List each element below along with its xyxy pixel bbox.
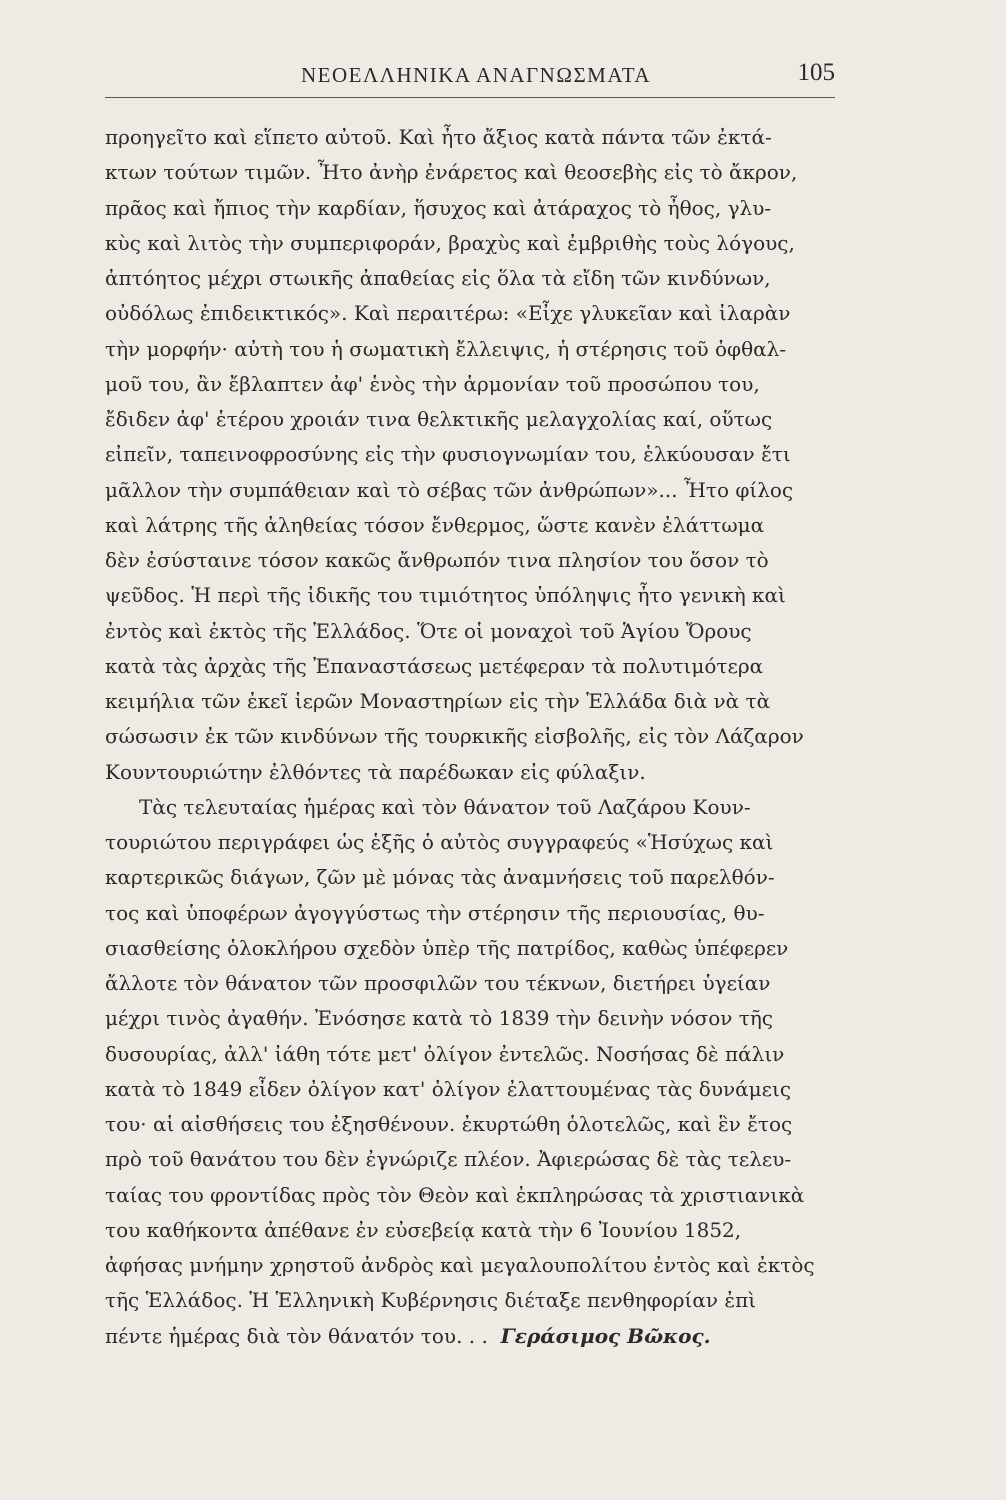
final-line xyxy=(105,1319,843,1354)
text-line: κὺς καὶ λιτὸς τὴν συμπεριφοράν, βραχὺς καὶ ἐμβριθὴς τοὺς λόγους, xyxy=(105,230,795,255)
text-line: εἰπεῖν, ταπεινοφροσύνης εἰς τὴν φυσιογνωμίαν του, ἑλκύουσαν ἔτι xyxy=(105,442,791,467)
page-number: 105 xyxy=(797,59,835,86)
text-line: κατὰ τὰς ἀρχὰς τῆς Ἐπαναστάσεως μετέφεραν τὰ πολυτιμότερα xyxy=(105,653,764,678)
paragraph-start-line: Τὰς τελευταίας ἡμέρας καὶ τὸν θάνατον τοῦ Λαζάρου Κουν- xyxy=(139,794,751,819)
text-line: σώσωσιν ἐκ τῶν κινδύνων τῆς τουρκικῆς εἰσβολῆς, εἰς τὸν Λάζαρον xyxy=(105,724,804,749)
text-line: τουριώτου περιγράφει ὡς ἑξῆς ὁ αὐτὸς συγγραφεύς «Ἡσύχως καὶ xyxy=(105,830,774,854)
text-line: ἀπτόητος μέχρι στωικῆς ἀπαθείας εἰς ὅλα τὰ εἴδη τῶν κινδύνων, xyxy=(105,266,771,290)
text-line: τος καὶ ὑποφέρων ἀγογγύστως τὴν στέρησιν τῆς περιουσίας, θυ- xyxy=(105,900,765,925)
text-line: ἔδιδεν ἀφ' ἑτέρου χροιάν τινα θελκτικῆς μελαγχολίας καί, οὕτως xyxy=(105,407,773,431)
header-rule xyxy=(105,97,835,98)
text-line: ἐντὸς καὶ ἐκτὸς τῆς Ἑλλάδος. Ὅτε οἱ μοναχοὶ τοῦ Ἁγίου Ὄρους xyxy=(105,618,752,643)
text-line: ἄλλοτε τὸν θάνατον τῶν προσφιλῶν του τέκνων, διετήρει ὑγείαν xyxy=(105,971,771,995)
text-line: κτων τούτων τιμῶν. Ἦτο ἀνὴρ ἐνάρετος καὶ θεοσεβὴς εἰς τὸ ἄκρον, xyxy=(105,160,798,185)
running-header xyxy=(105,60,835,96)
text-line: πρᾶος καὶ ἤπιος τὴν καρδίαν, ἥσυχος καὶ ἀτάραχος τὸ ἦθος, γλυ- xyxy=(105,195,772,220)
text-line: ἀφήσας μνήμην χρηστοῦ ἀνδρὸς καὶ μεγαλουπολίτου ἐντὸς καὶ ἐκτὸς xyxy=(105,1253,815,1277)
text-line: δυσουρίας, ἀλλ' ἰάθη τότε μετ' ὀλίγον ἐντελῶς. Νοσήσας δὲ πάλιν xyxy=(105,1041,785,1066)
text-line: μοῦ του, ἂν ἔβλαπτεν ἀφ' ἑνὸς τὴν ἁρμονίαν τοῦ προσώπου του, xyxy=(105,371,760,396)
text-line: του· αἱ αἰσθήσεις του ἐξησθένουν. ἐκυρτώθη ὁλοτελῶς, καὶ ἓν ἔτος xyxy=(105,1112,793,1136)
text-line: πρὸ τοῦ θανάτου του δὲν ἐγνώριζε πλέον. Ἀφιερώσας δὲ τὰς τελευ- xyxy=(105,1147,792,1172)
text-line: δὲν ἐσύσταινε τόσον κακῶς ἄνθρωπόν τινα πλησίον του ὅσον τὸ xyxy=(105,548,769,572)
text-line: μέχρι τινὸς ἀγαθήν. Ἐνόσησε κατὰ τὸ 1839 τὴν δεινὴν νόσον τῆς xyxy=(105,1006,773,1031)
running-title: ΝΕΟΕΛΛΗΝΙΚΑ ΑΝΑΓΝΩΣΜΑΤΑ xyxy=(301,63,652,87)
text-line: οὐδόλως ἐπιδεικτικός». Καὶ περαιτέρω: «Εἶχε γλυκεῖαν καὶ ἱλαρὰν xyxy=(105,301,791,326)
text-line: ψεῦδος. Ἡ περὶ τῆς ἰδικῆς του τιμιότητος ὑπόληψις ἦτο γενικὴ καὶ xyxy=(105,583,786,608)
text-line: κατὰ τὸ 1849 εἶδεν ὀλίγον κατ' ὀλίγον ἐλαττουμένας τὰς δυνάμεις xyxy=(105,1076,792,1101)
text-line: καὶ λάτρης τῆς ἀληθείας τόσον ἔνθερμος, ὥστε κανὲν ἐλάττωμα xyxy=(105,512,765,537)
text-line: του καθήκοντα ἀπέθανε ἐν εὐσεβείᾳ κατὰ τὴν 6 Ἰουνίου 1852, xyxy=(105,1217,742,1242)
text-line: προηγεῖτο καὶ εἵπετο αὐτοῦ. Καὶ ἦτο ἄξιος κατὰ πάντα τῶν ἐκτά- xyxy=(105,125,772,149)
text-line: τὴν μορφήν· αὐτὴ του ἡ σωματικὴ ἔλλειψις, ἡ στέρησις τοῦ ὀφθαλ- xyxy=(105,336,787,361)
text-line: κειμήλια τῶν ἐκεῖ ἱερῶν Μοναστηρίων εἰς τὴν Ἑλλάδα διὰ νὰ τὰ xyxy=(105,689,771,713)
body-text xyxy=(105,120,843,1354)
text-line: σιασθείσης ὁλοκλήρου σχεδὸν ὑπὲρ τῆς πατρίδος, καθὼς ὑπέφερεν xyxy=(105,935,789,960)
text-line: μᾶλλον τὴν συμπάθειαν καὶ τὸ σέβας τῶν ἀνθρώπων»... Ἦτο φίλος xyxy=(105,477,794,502)
text-line: Κουντουριώτην ἐλθόντες τὰ παρέδωκαν εἰς φύλαξιν. xyxy=(105,759,646,784)
author-signature: Γεράσιμος Βῶκος. xyxy=(500,1323,711,1348)
text-line: καρτερικῶς διάγων, ζῶν μὲ μόνας τὰς ἀναμνήσεις τοῦ παρελθόν- xyxy=(105,865,775,890)
text-line: τῆς Ἑλλάδος. Ἡ Ἑλληνικὴ Κυβέρνησις διέταξε πενθηφορίαν ἐπὶ xyxy=(105,1288,757,1313)
text-line: ταίας του φροντίδας πρὸς τὸν Θεὸν καὶ ἐκπληρώσας τὰ χριστιανικὰ xyxy=(105,1182,805,1207)
final-line-text: πέντε ἡμέρας διὰ τὸν θάνατόν του. . . xyxy=(105,1323,488,1348)
